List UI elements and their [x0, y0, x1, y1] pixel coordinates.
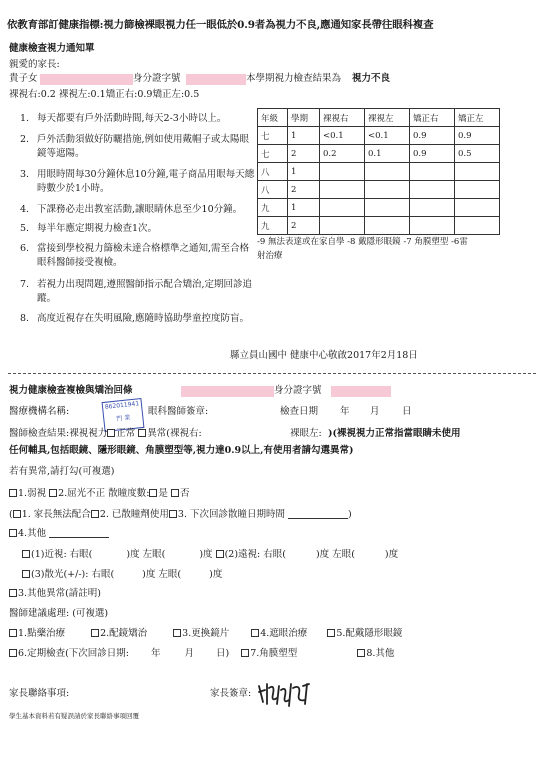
- table-cell: 七: [258, 127, 288, 145]
- paren-close: ): [348, 509, 352, 520]
- table-header: 裸視右: [320, 109, 365, 127]
- page-title: 依教育部訂健康指標:視力篩檢裸眼視力任一眼低於0.9者為視力不良,應通知家長帶往眼科複查: [7, 19, 434, 31]
- footnote: 學生基本資料若有疑誤請於家長聯絡事項回覆: [9, 712, 139, 720]
- parent-signature: [255, 680, 317, 708]
- dilation-used-checkbox[interactable]: [91, 510, 99, 518]
- refraction-label: 2.屈光不正 散瞳度數:: [58, 488, 150, 499]
- diagnosis-row-1: [9, 488, 189, 500]
- contact-lens-label: 5.配戴隱形眼鏡: [336, 628, 403, 639]
- table-cell: [410, 217, 455, 235]
- notice-heading: 健康檢查視力通知單: [9, 43, 95, 54]
- treatment-other-checkbox[interactable]: [357, 649, 365, 657]
- table-cell: 八: [258, 163, 288, 181]
- glasses-label: 2.配鏡矯治: [100, 628, 148, 639]
- exam-date-day: 日: [402, 406, 412, 417]
- follow-up-month: 月: [184, 648, 195, 659]
- dilation-yes-checkbox[interactable]: [149, 489, 157, 497]
- table-row: [258, 145, 500, 163]
- exam-result-label: 醫師檢查結果:裸視視力: [9, 428, 108, 439]
- advice-item: 高度近視存在失明風險,應隨時協助學童控度防盲。: [37, 313, 250, 324]
- notice-footer: 縣立員山國中 健康中心敬啟2017年2月18日: [230, 350, 418, 361]
- next-visit-checkbox[interactable]: [169, 510, 177, 518]
- follow-up-day: 日): [216, 648, 230, 659]
- advice-number: 7.: [20, 279, 30, 290]
- table-cell: 1: [288, 163, 320, 181]
- table-cell: [365, 199, 410, 217]
- advice-item: 每半年應定期視力檢查1次。: [37, 223, 158, 234]
- table-cell: 七: [258, 145, 288, 163]
- table-header: 矯正左: [455, 109, 500, 127]
- table-cell: 2: [288, 217, 320, 235]
- amblyopia-checkbox[interactable]: [9, 489, 17, 497]
- glasses-checkbox[interactable]: [91, 629, 99, 637]
- naked-vision-note: )(裸視視力正常指當眼睛未使用: [328, 428, 461, 439]
- advice-number: 2.: [20, 134, 30, 145]
- dilation-no-checkbox[interactable]: [171, 489, 179, 497]
- referral-id-redaction: [331, 386, 391, 397]
- advice-number: 3.: [20, 169, 30, 180]
- table-cell: <0.1: [365, 127, 410, 145]
- table-legend: -9 無法表達或在家自學 -8 戴隱形眼鏡 -7 角膜塑型 -6雷: [257, 237, 468, 247]
- treatment-row-1: [9, 628, 402, 640]
- table-cell: [455, 199, 500, 217]
- table-header: 裸視左: [365, 109, 410, 127]
- abnormal-instruction: 若有異常,請打勾(可複選): [9, 466, 115, 477]
- table-cell: 八: [258, 181, 288, 199]
- advice-item: 下課務必走出教室活動,讓眼睛休息至少10分鐘。: [37, 204, 243, 215]
- vision-table: [257, 108, 500, 235]
- student-name-redaction: [40, 74, 133, 85]
- advice-item: 若視力出現問題,遵照醫師指示配合矯治,定期回診追蹤。: [37, 279, 253, 304]
- myopia-end-label: )度: [199, 549, 213, 560]
- cut-line: [8, 373, 536, 374]
- astigmatism-row: [22, 569, 222, 581]
- table-cell: 九: [258, 199, 288, 217]
- other-abnormal-label: 3.其他異常(請註明): [18, 588, 101, 599]
- treatment-row-2: [9, 648, 394, 660]
- table-cell: 0.9: [410, 127, 455, 145]
- other-abnormal-row: [9, 588, 101, 600]
- next-visit-field[interactable]: [288, 509, 348, 519]
- other-field[interactable]: [49, 528, 109, 538]
- eye-drops-checkbox[interactable]: [9, 629, 17, 637]
- advice-item: 當接到學校視力篩檢未達合格標準之通知,需至合格眼科醫師接受複檢。: [37, 243, 250, 268]
- table-row: [258, 127, 500, 145]
- table-cell: [410, 163, 455, 181]
- doctor-sign-label: 眼科醫師簽章:: [148, 406, 209, 417]
- dilation-no-label: 否: [179, 488, 190, 499]
- normal-checkbox[interactable]: [107, 429, 115, 437]
- table-cell: [320, 217, 365, 235]
- advice-number: 4.: [20, 204, 30, 215]
- astigmatism-label: (3)散光(+/-): 右眼(: [31, 569, 115, 580]
- id-label: 身分證字號: [133, 73, 181, 84]
- table-cell: [320, 181, 365, 199]
- astigmatism-checkbox[interactable]: [22, 570, 30, 578]
- table-cell: 0.9: [410, 145, 455, 163]
- left-eye-label: 裸眼左:: [290, 428, 322, 439]
- clinic-stamp: 862011941 門 業: [102, 398, 145, 432]
- table-cell: 九: [258, 217, 288, 235]
- exam-date-label: 檢查日期: [280, 406, 319, 417]
- table-cell: [365, 217, 410, 235]
- other-checkbox[interactable]: [9, 529, 17, 537]
- table-cell: 0.9: [455, 127, 500, 145]
- dilation-reason-row: [9, 509, 352, 521]
- table-cell: [320, 199, 365, 217]
- advice-item: 戶外活動須做好防曬措施,例如使用戴帽子或太陽眼鏡等遮陽。: [37, 134, 250, 159]
- other-label: 4.其他: [18, 528, 47, 539]
- next-visit-label: 3. 下次回診散瞳日期時間: [177, 509, 285, 520]
- dilation-used-label: 2. 已散瞳劑使用: [99, 509, 169, 520]
- table-cell: 0.1: [365, 145, 410, 163]
- other-abnormal-checkbox[interactable]: [9, 589, 17, 597]
- dilation-yes-label: 是: [158, 488, 168, 499]
- advice-item: 用眼時間每30分鐘休息10分鐘,電子商品用眼每天總時數少於1小時。: [37, 169, 255, 194]
- family-cannot-label: 1. 家長無法配合: [21, 509, 91, 520]
- table-cell: [320, 163, 365, 181]
- follow-up-checkbox[interactable]: [9, 649, 17, 657]
- advice-item: 每天都要有戶外活動時間,每天2-3小時以上。: [37, 113, 227, 124]
- table-cell: 0.5: [455, 145, 500, 163]
- table-legend-cont: 射治療: [257, 251, 283, 261]
- astigmatism-left-label: )度 左眼(: [142, 569, 182, 580]
- hyperopia-end-label: )度: [384, 549, 399, 560]
- result-text: 本學期視力檢查結果為: [246, 73, 342, 84]
- child-prefix: 貴子女: [9, 73, 38, 84]
- referral-heading: 視力健康檢查複檢與矯治回條: [9, 385, 133, 396]
- referral-id-label: 身分證字號: [274, 385, 322, 396]
- lens-change-label: 3.更換鏡片: [182, 628, 230, 639]
- other-row: [9, 528, 109, 540]
- table-header: 矯正右: [410, 109, 455, 127]
- advice-number: 1.: [20, 113, 30, 124]
- naked-vision-note-cont: 任何輔具,包括眼鏡、隱形眼鏡、角膜塑型等,視力達0.9以上,有使用者請勾選異常): [9, 445, 354, 456]
- advice-number: 6.: [20, 243, 30, 254]
- treatment-label: 醫師建議處理: (可複選): [9, 608, 109, 619]
- table-cell: 2: [288, 145, 320, 163]
- table-cell: [455, 217, 500, 235]
- vision-measurement: 裸視右:0.2 裸視左:0.1矯正右:0.9矯正左:0.5: [9, 89, 200, 100]
- table-header: 學期: [288, 109, 320, 127]
- myopia-checkbox[interactable]: [22, 550, 30, 558]
- normal-label: 正常: [116, 428, 136, 439]
- abnormal-checkbox[interactable]: [138, 429, 146, 437]
- follow-up-label: 6.定期檢查(下次回診日期:: [18, 648, 129, 659]
- patching-checkbox[interactable]: [251, 629, 259, 637]
- astigmatism-end-label: )度: [209, 569, 223, 580]
- myopia-label: (1)近視: 右眼(: [31, 549, 93, 560]
- treatment-other-label: 8.其他: [366, 648, 395, 659]
- table-cell: 2: [288, 181, 320, 199]
- abnormal-label: 異常(裸視右:: [147, 428, 202, 439]
- exam-date-year: 年: [340, 406, 350, 417]
- paren-open: (: [9, 509, 13, 520]
- advice-number: 5.: [20, 223, 30, 234]
- lens-change-checkbox[interactable]: [173, 629, 181, 637]
- table-cell: 1: [288, 127, 320, 145]
- advice-number: 8.: [20, 313, 30, 324]
- hyperopia-label: (2)遠視: 右眼(: [224, 549, 286, 560]
- refraction-checkbox[interactable]: [49, 489, 57, 497]
- table-cell: 0.2: [320, 145, 365, 163]
- exam-result-row: [9, 428, 202, 440]
- eye-drops-label: 1.點藥治療: [18, 628, 66, 639]
- table-row: [258, 163, 500, 181]
- student-id-redaction: [186, 74, 246, 85]
- table-row: [258, 181, 500, 199]
- table-header-row: [258, 109, 500, 127]
- myopia-left-label: )度 左眼(: [126, 549, 166, 560]
- family-note-label: 家長聯絡事項:: [9, 688, 70, 699]
- contact-lens-checkbox[interactable]: [327, 629, 335, 637]
- hyperopia-left-label: )度 左眼(: [315, 549, 355, 560]
- ortho-k-checkbox[interactable]: [241, 649, 249, 657]
- greeting: 親愛的家長:: [9, 59, 60, 70]
- table-cell: [410, 181, 455, 199]
- result-value: 視力不良: [352, 73, 391, 84]
- table-header: 年級: [258, 109, 288, 127]
- amblyopia-label: 1.弱視: [18, 488, 47, 499]
- ortho-k-label: 7.角膜塑型: [250, 648, 298, 659]
- table-cell: [410, 199, 455, 217]
- table-row: [258, 199, 500, 217]
- referral-name-redaction: [181, 386, 274, 397]
- table-cell: [365, 163, 410, 181]
- table-cell: [455, 163, 500, 181]
- exam-date-month: 月: [370, 406, 380, 417]
- follow-up-year: 年: [150, 648, 161, 659]
- parent-sign-label: 家長簽章:: [210, 688, 252, 699]
- myopia-hyperopia-row: [22, 549, 398, 561]
- patching-label: 4.遮眼治療: [260, 628, 308, 639]
- family-cannot-checkbox[interactable]: [13, 510, 21, 518]
- table-cell: 1: [288, 199, 320, 217]
- table-cell: [365, 181, 410, 199]
- hyperopia-checkbox[interactable]: [216, 550, 224, 558]
- table-cell: [455, 181, 500, 199]
- institution-label: 醫療機構名稱:: [9, 406, 70, 417]
- table-row: [258, 217, 500, 235]
- table-cell: <0.1: [320, 127, 365, 145]
